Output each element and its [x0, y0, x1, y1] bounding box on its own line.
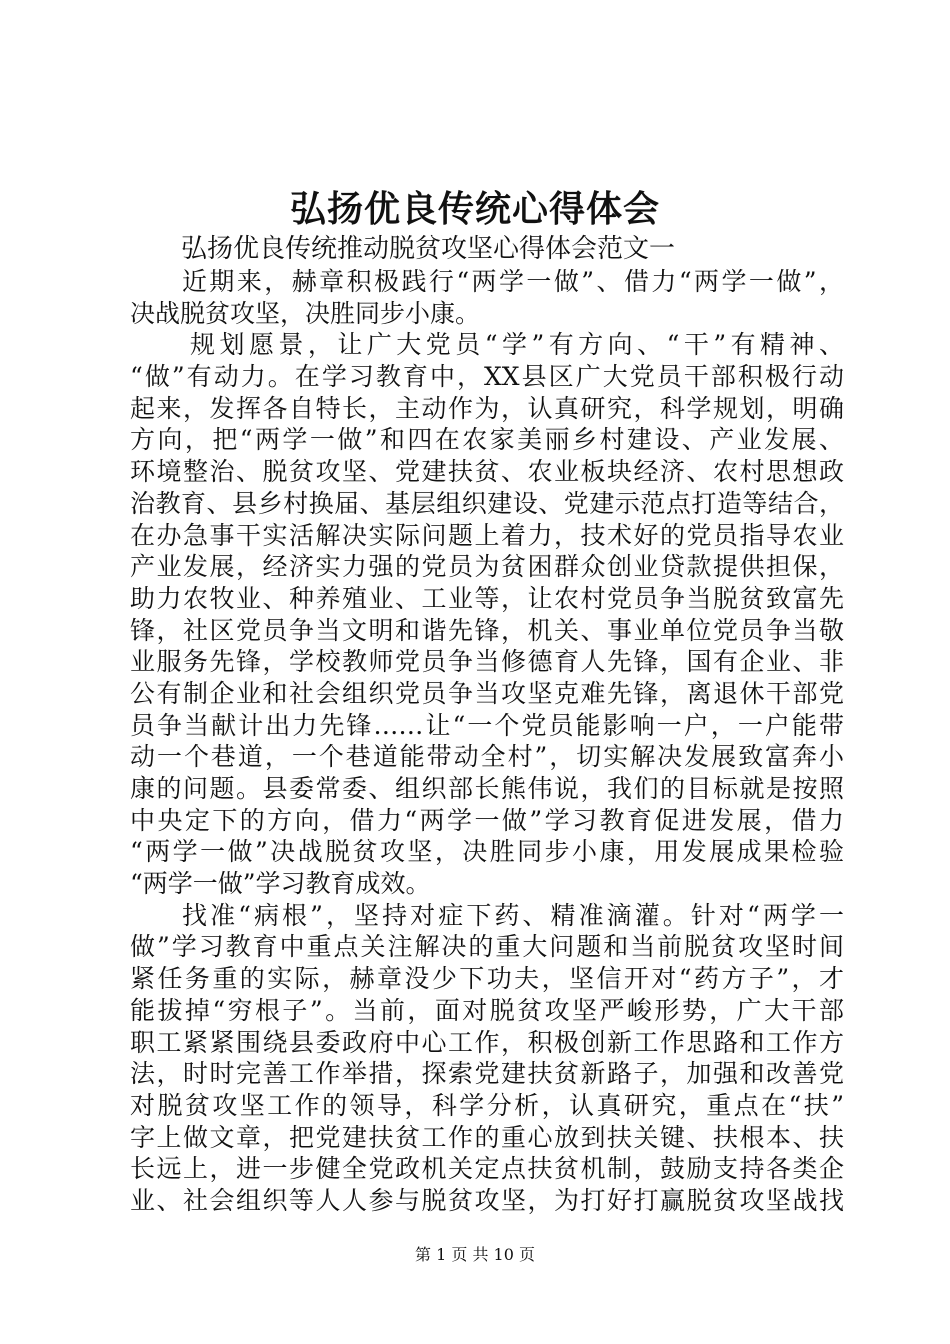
paragraph-line: 动一个巷道，一个巷道能带动全村”，切实解决发展致富奔小: [130, 742, 844, 772]
paragraph-line: “做”有动力。在学习教育中，XX县区广大党员干部积极行动: [130, 362, 844, 392]
paragraph-line: 员争当献计出力先锋……让“一个党员能影响一户，一户能带: [130, 710, 844, 740]
paragraph-line: 法，时时完善工作举措，探索党建扶贫新路子，加强和改善党: [130, 1059, 844, 1089]
document-body: [130, 266, 844, 1217]
document-subtitle: 弘扬优良传统推动脱贫攻坚心得体会范文一: [181, 234, 676, 264]
paragraph-line: 在办急事干实活解决实际问题上着力，技术好的党员指导农业: [130, 520, 844, 550]
paragraph-line: 助力农牧业、种养殖业、工业等，让农村党员争当脱贫致富先: [130, 583, 844, 613]
paragraph-line: 治教育、县乡村换届、基层组织建设、党建示范点打造等结合，: [130, 488, 844, 518]
paragraph-line: 康的问题。县委常委、组织部长熊伟说，我们的目标就是按照: [130, 774, 844, 803]
paragraph-line: 产业发展，经济实力强的党员为贫困群众创业贷款提供担保，: [130, 552, 844, 582]
paragraph-line: 业、社会组织等人人参与脱贫攻坚，为打好打赢脱贫攻坚战找: [130, 1185, 844, 1215]
paragraph-line: 长远上，进一步健全党政机关定点扶贫机制，鼓励支持各类企: [130, 1154, 844, 1184]
paragraph-line: 近期来，赫章积极践行“两学一做”、借力“两学一做”，: [182, 267, 844, 296]
paragraph-line: 能拔掉“穷根子”。当前，面对脱贫攻坚严峻形势，广大干部: [130, 995, 844, 1025]
paragraph-line: 规划愿景，让广大党员“学”有方向、“干”有精神、: [190, 330, 844, 360]
paragraph-line: 对脱贫攻坚工作的领导，科学分析，认真研究，重点在“扶”: [130, 1090, 844, 1120]
page-number: 第 1 页 共 10 页: [415, 1245, 535, 1264]
paragraph-line: 找准“病根”，坚持对症下药、精准滴灌。针对“两学一: [182, 900, 844, 930]
paragraph-line: 字上做文章，把党建扶贫工作的重心放到扶关键、扶根本、扶: [130, 1122, 844, 1152]
paragraph-line: “两学一做”决战脱贫攻坚，决胜同步小康，用发展成果检验: [130, 837, 844, 867]
paragraph-line: 职工紧紧围绕县委政府中心工作，积极创新工作思路和工作方: [130, 1027, 844, 1057]
paragraph-line: 环境整治、脱贫攻坚、党建扶贫、农业板块经济、农村思想政: [130, 457, 844, 487]
paragraph-line: 业服务先锋，学校教师党员争当修德育人先锋，国有企业、非: [130, 647, 844, 677]
paragraph-line: 做”学习教育中重点关注解决的重大问题和当前脱贫攻坚时间: [130, 932, 844, 962]
paragraph-line: 公有制企业和社会组织党员争当攻坚克难先锋，离退休干部党: [130, 678, 844, 708]
paragraph-line: 方向，把“两学一做”和四在农家美丽乡村建设、产业发展、: [130, 425, 844, 455]
paragraph-line: 决战脱贫攻坚，决胜同步小康。: [130, 298, 481, 328]
document-title: 弘扬优良传统心得体会: [289, 188, 660, 230]
paragraph-line: 紧任务重的实际，赫章没少下功夫，坚信开对“药方子”，才: [130, 964, 844, 994]
paragraph-line: 起来，发挥各自特长，主动作为，认真研究，科学规划，明确: [130, 393, 844, 423]
paragraph-line: 中央定下的方向，借力“两学一做”学习教育促进发展，借力: [130, 805, 844, 835]
paragraph-line: “两学一做”学习教育成效。: [130, 869, 431, 899]
paragraph-line: 锋，社区党员争当文明和谐先锋，机关、事业单位党员争当敬: [130, 615, 844, 645]
